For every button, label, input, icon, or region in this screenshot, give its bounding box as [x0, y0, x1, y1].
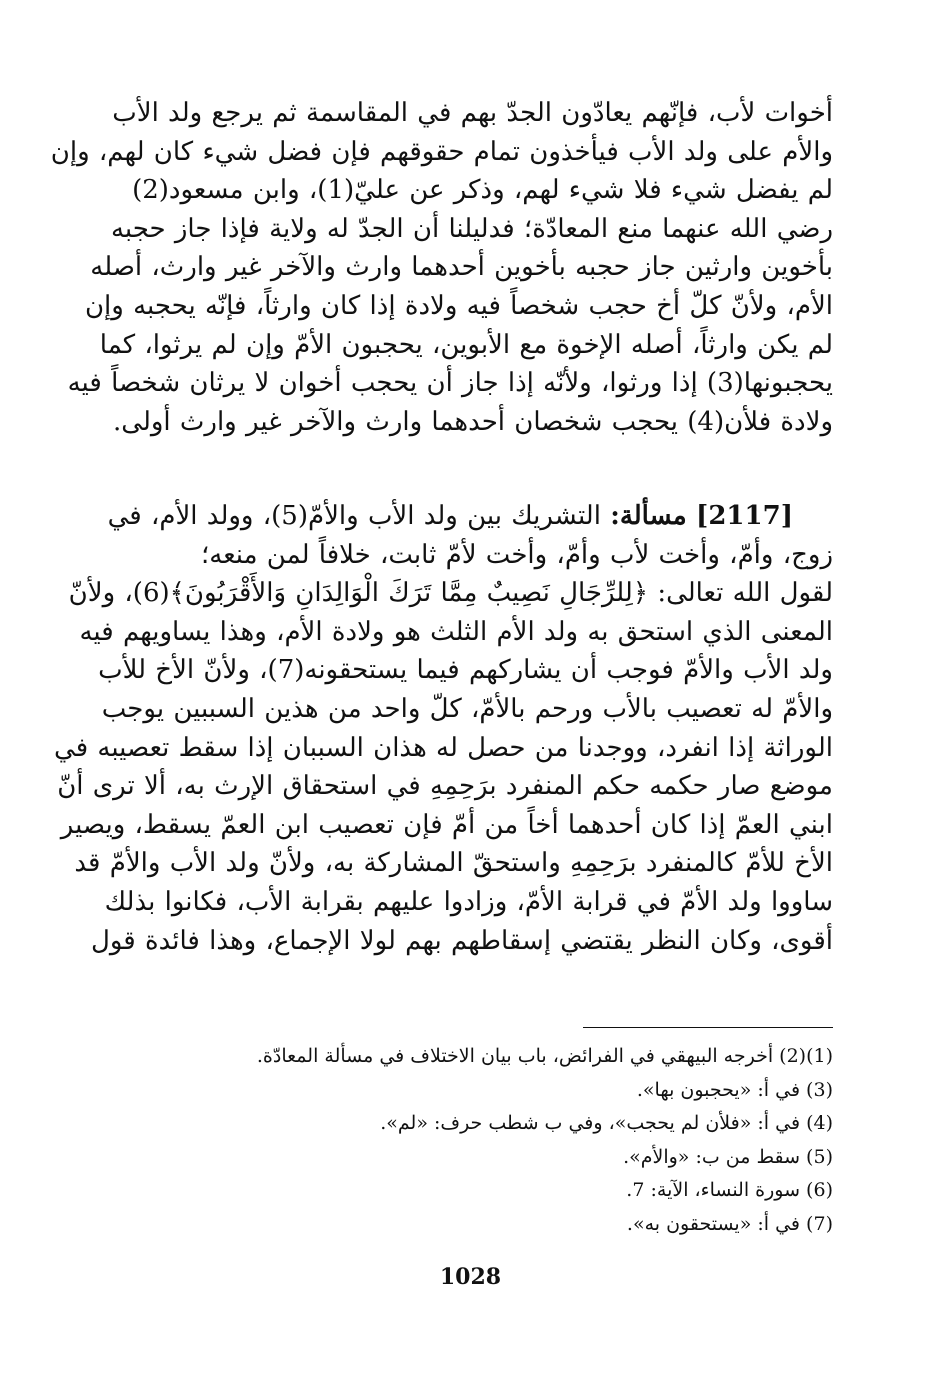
text-line: ولد الأب والأمّ فوجب أن يشاركهم فيما يستحقونه(7)، ولأنّ الأخ للأب	[98, 655, 833, 686]
footnote-item: (6) سورة النساء، الآية: 7.	[626, 1179, 833, 1201]
footnote-item: (5) سقط من ب: «والأم».	[623, 1145, 833, 1168]
text-line: ساووا ولد الأمّ في قرابة الأمّ، وزادوا عليهم بقرابة الأب، فكانوا بذلك	[104, 886, 833, 917]
footnote-item: (7) في أ: «يستحقون به».	[626, 1212, 833, 1235]
footnote-item: (4) في أ: «فلأن لم يحجب»، وفي ب شطب حرف: «لم».	[380, 1112, 833, 1134]
text-line: المعنى الذي استحق به ولد الأم الثلث هو ولادة الأم، وهذا يساويهم فيه	[79, 616, 833, 647]
footnotes	[96, 1040, 833, 1241]
text-line: ولادة فلأن(4) يحجب شخصان أحدهما وارث والآخر غير وارث أولى.	[113, 406, 833, 437]
text-line: لم يكن وارثاً، أصله الإخوة مع الأبوين، يحجبون الأمّ وإن لم يرثوا، كما	[99, 329, 833, 360]
text-line: لقول الله تعالى: ﴿لِلرِّجَالِ نَصِيبٌ مِمَّا تَرَكَ الْوَالِدَانِ وَالأَقْرَبُونَ﴾(6)، ولأنّ	[68, 578, 833, 609]
page-number: 1028	[439, 1264, 502, 1290]
text-line: الأم، ولأنّ كلّ أخ حجب شخصاً فيه ولادة إذا كان وارثاً، فإنّه يحجبه وإن	[84, 290, 833, 321]
issue-label: مسألة:	[610, 501, 687, 531]
footnote-item: (1)(2) أخرجه البيهقي في الفرائض، باب بيان الاختلاف في مسألة المعادّة.	[256, 1045, 833, 1067]
text-line: موضع صار حكمه حكم المنفرد برَحِمِهِ في استحقاق الإرث به، ألا ترى أنّ	[57, 771, 833, 802]
issue-text: التشريك بين ولد الأب والأمّ(5)، وولد الأم، في	[107, 501, 601, 531]
text-line: أقوى، وكان النظر يقتضي إسقاطهم بهم لولا الإجماع، وهذا فائدة قول	[90, 925, 833, 956]
text-line: يحجبونها(3) إذا ورثوا، ولأنّه إذا جاز أن يحجب أخوان لا يرثان شخصاً فيه	[67, 368, 833, 399]
footnote-item: (3) في أ: «يحجبون بها».	[636, 1078, 833, 1101]
issue-number: [2117]	[696, 501, 793, 531]
text-line: والأمّ له تعصيب بالأب ورحم بالأمّ، كلّ واحد من هذين السببين يوجب	[101, 693, 833, 724]
text-line: رضي الله عنهما منع المعادّة؛ فدليلنا أن الجدّ له ولاية فإذا جاز حجبه	[110, 213, 833, 244]
text-line: الأخ للأمّ كالمنفرد برَحِمِهِ واستحقّ المشاركة به، ولأنّ ولد الأب والأمّ قد	[74, 848, 833, 879]
text-line: لم يفضل شيء فلا شيء لهم، وذكر عن عليّ(1)، وابن مسعود(2)	[132, 175, 833, 206]
paragraph-1	[50, 94, 833, 441]
paragraph-2	[54, 497, 833, 960]
text-line: أخوات لأب، فإنّهم يعادّون الجدّ بهم في المقاسمة ثم يرجع ولد الأب	[112, 98, 833, 128]
text-line: ابني العمّ إذا كان أحدهما أخاً من أمّ فإن تعصيب ابن العمّ يسقط، ويصير	[60, 809, 833, 840]
text-line: الوراثة إذا انفرد، ووجدنا من حصل له هذان السببان إذا سقط تعصيبه في	[54, 732, 833, 763]
footnote-separator	[583, 1027, 833, 1028]
text-line: والأم على ولد الأب فيأخذون تمام حقوقهم فإن فضل شيء كان لهم، وإن	[50, 136, 833, 167]
text-line	[96, 497, 833, 536]
text-line: زوج، وأمّ، وأخت لأب وأمّ، وأخت لأمّ ثابت، خلافاً لمن منعه؛	[201, 539, 833, 570]
text-line: بأخوين وارثين جاز حجبه بأخوين أحدهما وارث والآخر غير وارث، أصله	[90, 252, 833, 283]
